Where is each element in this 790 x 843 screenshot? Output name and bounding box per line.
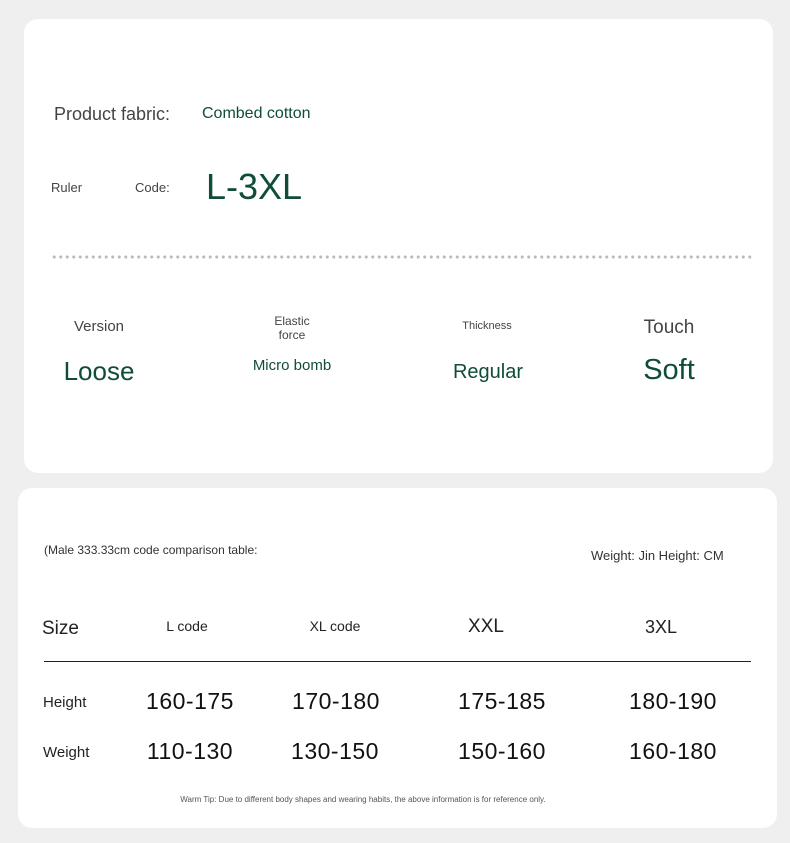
cell-weight-l: 110-130 [146,738,234,764]
table-header-rule [44,661,751,662]
fabric-label: Product fabric: [54,104,171,124]
attr-thickness-label: Thickness [462,320,512,332]
attr-elastic-value: Micro bomb [252,357,332,374]
attr-version-value: Loose [63,356,135,386]
row-label-height: Height [43,694,87,711]
attr-thickness-value: Regular [452,361,524,383]
attr-version-label: Version [73,318,125,335]
attr-touch-value: Soft [643,354,695,386]
row-label-weight: Weight [43,744,90,761]
cell-height-xxl: 175-185 [458,688,546,714]
cell-height-xl: 170-180 [292,688,380,714]
code-value: L-3XL [206,166,303,207]
fabric-value: Combed cotton [202,105,311,122]
product-info-card [24,19,773,473]
header-xxl: XXL [468,616,504,637]
units-note: Weight: Jin Height: CM [591,548,724,563]
warm-tip: Warm Tip: Due to different body shapes and wearing habits, the above information is for reference only. [180,795,546,804]
dotted-divider [51,255,753,259]
header-xl: XL code [309,618,361,634]
cell-weight-xxl: 150-160 [458,738,546,764]
cell-height-3xl: 180-190 [629,688,717,714]
code-label: Code: [135,180,170,195]
attr-touch-label: Touch [643,317,695,338]
header-l: L code [166,618,208,634]
cell-weight-3xl: 160-180 [629,738,717,764]
cell-height-l: 160-175 [146,688,234,714]
header-3xl: 3XL [644,617,678,637]
cell-weight-xl: 130-150 [291,738,379,764]
size-table-card [18,488,777,828]
header-size: Size [42,618,79,639]
attr-elastic-label: Elastic force [274,314,310,342]
table-note: (Male 333.33cm code comparison table: [44,543,258,557]
ruler-label: Ruler [51,180,83,195]
